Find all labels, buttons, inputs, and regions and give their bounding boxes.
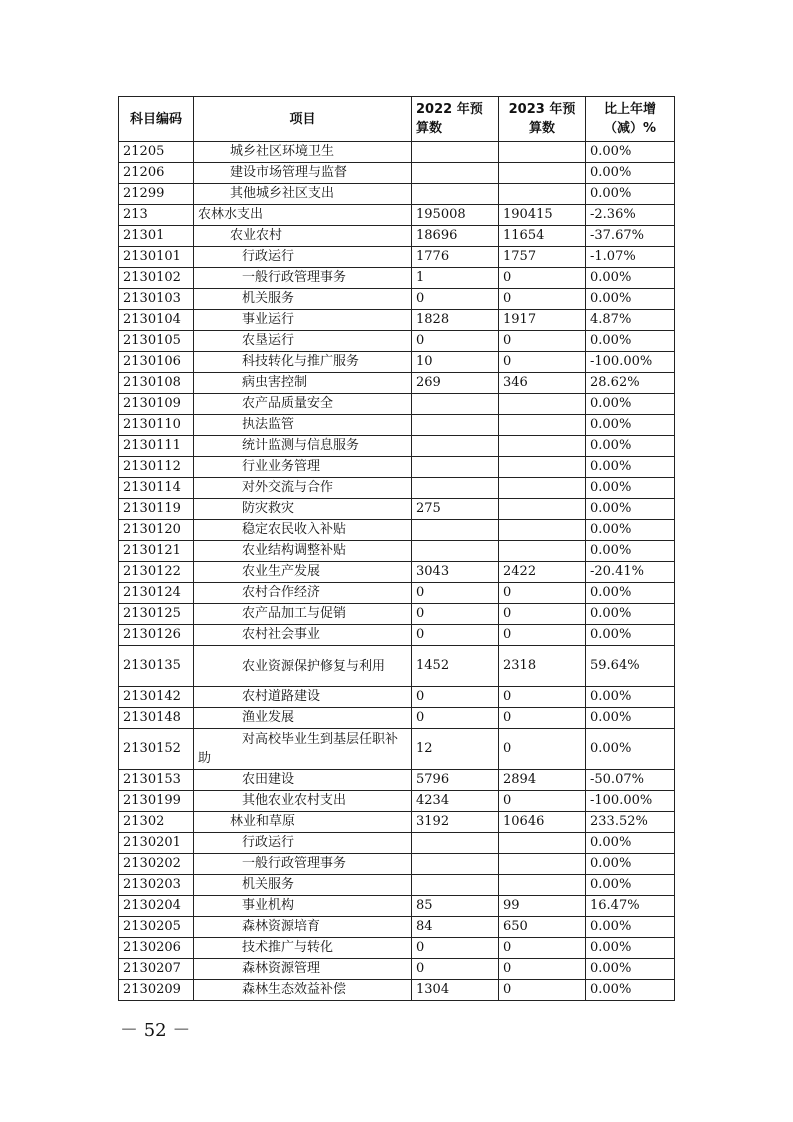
table-row <box>119 499 675 520</box>
table-row <box>119 896 675 917</box>
change-percent-cell: 0.00% <box>586 415 675 436</box>
change-percent-cell: 0.00% <box>586 708 675 729</box>
code-cell: 2130142 <box>119 687 194 708</box>
code-cell: 213 <box>119 205 194 226</box>
code-cell: 2130122 <box>119 562 194 583</box>
change-percent-cell: -50.07% <box>586 770 675 791</box>
code-cell: 2130101 <box>119 247 194 268</box>
budget-2023-cell: 0 <box>499 959 586 980</box>
code-cell: 2130110 <box>119 415 194 436</box>
budget-2022-cell <box>412 541 499 562</box>
change-percent-cell: 0.00% <box>586 541 675 562</box>
budget-2023-cell <box>499 854 586 875</box>
budget-2023-cell: 0 <box>499 583 586 604</box>
budget-2023-cell <box>499 499 586 520</box>
change-percent-cell: 0.00% <box>586 687 675 708</box>
budget-2023-cell <box>499 457 586 478</box>
change-percent-cell: 0.00% <box>586 959 675 980</box>
item-name-cell: 农产品质量安全 <box>194 394 412 415</box>
code-cell: 2130112 <box>119 457 194 478</box>
budget-2022-cell: 0 <box>412 959 499 980</box>
budget-2022-cell <box>412 875 499 896</box>
item-name-cell: 事业运行 <box>194 310 412 331</box>
table-row <box>119 938 675 959</box>
item-name-cell: 行政运行 <box>194 833 412 854</box>
header-item: 项目 <box>194 97 412 142</box>
table-row <box>119 415 675 436</box>
budget-2022-cell <box>412 415 499 436</box>
budget-2022-cell: 0 <box>412 938 499 959</box>
table-row <box>119 310 675 331</box>
budget-2023-cell: 2422 <box>499 562 586 583</box>
budget-2023-cell: 0 <box>499 729 586 770</box>
item-name-cell: 农业资源保护修复与利用 <box>194 646 412 687</box>
code-cell: 2130104 <box>119 310 194 331</box>
budget-2023-cell: 0 <box>499 708 586 729</box>
budget-2023-cell <box>499 163 586 184</box>
table-row <box>119 436 675 457</box>
code-cell: 21206 <box>119 163 194 184</box>
code-cell: 21299 <box>119 184 194 205</box>
budget-2022-cell: 0 <box>412 289 499 310</box>
item-name-cell: 科技转化与推广服务 <box>194 352 412 373</box>
header-budget-2022: 2022 年预算数 <box>412 97 499 142</box>
change-percent-cell: 0.00% <box>586 163 675 184</box>
budget-2023-cell: 1917 <box>499 310 586 331</box>
budget-2022-cell: 1304 <box>412 980 499 1001</box>
item-name-cell: 森林资源培育 <box>194 917 412 938</box>
budget-2023-cell: 0 <box>499 604 586 625</box>
budget-2023-cell: 0 <box>499 938 586 959</box>
change-percent-cell: -100.00% <box>586 791 675 812</box>
change-percent-cell: 0.00% <box>586 478 675 499</box>
code-cell: 2130124 <box>119 583 194 604</box>
budget-2023-cell <box>499 415 586 436</box>
budget-2022-cell: 0 <box>412 625 499 646</box>
table-row <box>119 352 675 373</box>
code-cell: 2130105 <box>119 331 194 352</box>
budget-2022-cell <box>412 457 499 478</box>
code-cell: 2130135 <box>119 646 194 687</box>
change-percent-cell: 0.00% <box>586 499 675 520</box>
change-percent-cell: 0.00% <box>586 436 675 457</box>
budget-2022-cell: 1 <box>412 268 499 289</box>
item-name-cell: 农业生产发展 <box>194 562 412 583</box>
table-row <box>119 770 675 791</box>
code-cell: 2130201 <box>119 833 194 854</box>
table-row <box>119 184 675 205</box>
budget-2023-cell: 0 <box>499 352 586 373</box>
table-row <box>119 205 675 226</box>
table-row <box>119 562 675 583</box>
page-number: － 52 － <box>120 1020 191 1041</box>
change-percent-cell: 0.00% <box>586 980 675 1001</box>
item-name-cell: 森林资源管理 <box>194 959 412 980</box>
table-row <box>119 875 675 896</box>
budget-2022-cell: 0 <box>412 331 499 352</box>
table-row <box>119 959 675 980</box>
table-row <box>119 142 675 163</box>
item-name-cell: 一般行政管理事务 <box>194 854 412 875</box>
table-row <box>119 687 675 708</box>
item-name-cell: 建设市场管理与监督 <box>194 163 412 184</box>
header-code: 科目编码 <box>119 97 194 142</box>
budget-2022-cell: 0 <box>412 604 499 625</box>
budget-2022-cell: 195008 <box>412 205 499 226</box>
budget-2023-cell <box>499 833 586 854</box>
table-row <box>119 394 675 415</box>
table-row <box>119 708 675 729</box>
code-cell: 2130204 <box>119 896 194 917</box>
item-name-cell: 机关服务 <box>194 875 412 896</box>
code-cell: 2130153 <box>119 770 194 791</box>
code-cell: 2130103 <box>119 289 194 310</box>
budget-2022-cell: 5796 <box>412 770 499 791</box>
budget-2023-cell <box>499 520 586 541</box>
budget-2023-cell <box>499 142 586 163</box>
change-percent-cell: 0.00% <box>586 875 675 896</box>
table-row <box>119 791 675 812</box>
budget-2022-cell <box>412 478 499 499</box>
table-row <box>119 646 675 687</box>
budget-2023-cell: 1757 <box>499 247 586 268</box>
budget-2022-cell <box>412 833 499 854</box>
table-row <box>119 457 675 478</box>
change-percent-cell: 0.00% <box>586 520 675 541</box>
budget-2022-cell <box>412 854 499 875</box>
code-cell: 2130206 <box>119 938 194 959</box>
change-percent-cell: 16.47% <box>586 896 675 917</box>
item-name-cell: 机关服务 <box>194 289 412 310</box>
table-row <box>119 268 675 289</box>
budget-2022-cell <box>412 520 499 541</box>
code-cell: 2130120 <box>119 520 194 541</box>
item-name-cell: 对外交流与合作 <box>194 478 412 499</box>
table-row <box>119 331 675 352</box>
code-cell: 2130203 <box>119 875 194 896</box>
item-name-cell: 病虫害控制 <box>194 373 412 394</box>
change-percent-cell: -1.07% <box>586 247 675 268</box>
table-row <box>119 163 675 184</box>
budget-2022-cell: 3043 <box>412 562 499 583</box>
code-cell: 2130199 <box>119 791 194 812</box>
table-row <box>119 729 675 770</box>
table-row <box>119 604 675 625</box>
budget-2023-cell: 2894 <box>499 770 586 791</box>
budget-2022-cell <box>412 184 499 205</box>
budget-2022-cell: 4234 <box>412 791 499 812</box>
change-percent-cell: -20.41% <box>586 562 675 583</box>
table-row <box>119 373 675 394</box>
code-cell: 2130119 <box>119 499 194 520</box>
budget-2023-cell <box>499 436 586 457</box>
item-name-cell: 农业农村 <box>194 226 412 247</box>
item-name-cell: 其他农业农村支出 <box>194 791 412 812</box>
table-row <box>119 541 675 562</box>
budget-2022-cell <box>412 142 499 163</box>
budget-2023-cell <box>499 394 586 415</box>
table-body <box>119 142 675 1001</box>
item-name-cell: 其他城乡社区支出 <box>194 184 412 205</box>
budget-2022-cell: 85 <box>412 896 499 917</box>
code-cell: 2130209 <box>119 980 194 1001</box>
table-row <box>119 854 675 875</box>
budget-2023-cell: 0 <box>499 687 586 708</box>
budget-2023-cell: 2318 <box>499 646 586 687</box>
table-row <box>119 289 675 310</box>
budget-2023-cell <box>499 541 586 562</box>
budget-2022-cell <box>412 394 499 415</box>
table-row <box>119 478 675 499</box>
item-name-cell: 农产品加工与促销 <box>194 604 412 625</box>
budget-2022-cell: 269 <box>412 373 499 394</box>
budget-2022-cell: 0 <box>412 687 499 708</box>
change-percent-cell: -2.36% <box>586 205 675 226</box>
code-cell: 2130108 <box>119 373 194 394</box>
table-row <box>119 226 675 247</box>
item-name-cell: 技术推广与转化 <box>194 938 412 959</box>
change-percent-cell: 59.64% <box>586 646 675 687</box>
budget-2022-cell: 12 <box>412 729 499 770</box>
item-name-cell: 城乡社区环境卫生 <box>194 142 412 163</box>
change-percent-cell: 0.00% <box>586 917 675 938</box>
item-name-cell: 一般行政管理事务 <box>194 268 412 289</box>
code-cell: 2130125 <box>119 604 194 625</box>
item-name-cell: 森林生态效益补偿 <box>194 980 412 1001</box>
budget-2022-cell: 0 <box>412 708 499 729</box>
item-name-cell: 事业机构 <box>194 896 412 917</box>
code-cell: 2130152 <box>119 729 194 770</box>
budget-2022-cell: 18696 <box>412 226 499 247</box>
change-percent-cell: 0.00% <box>586 394 675 415</box>
change-percent-cell: 0.00% <box>586 268 675 289</box>
item-name-cell: 稳定农民收入补贴 <box>194 520 412 541</box>
budget-2022-cell: 3192 <box>412 812 499 833</box>
item-name-cell: 执法监管 <box>194 415 412 436</box>
item-name-cell: 农林水支出 <box>194 205 412 226</box>
change-percent-cell: 4.87% <box>586 310 675 331</box>
item-name-cell: 农村合作经济 <box>194 583 412 604</box>
change-percent-cell: 0.00% <box>586 833 675 854</box>
item-name-cell: 渔业发展 <box>194 708 412 729</box>
code-cell: 21205 <box>119 142 194 163</box>
budget-2022-cell: 1828 <box>412 310 499 331</box>
budget-2022-cell <box>412 436 499 457</box>
budget-2022-cell: 10 <box>412 352 499 373</box>
code-cell: 2130121 <box>119 541 194 562</box>
table-row <box>119 812 675 833</box>
change-percent-cell: 0.00% <box>586 938 675 959</box>
budget-2022-cell: 0 <box>412 583 499 604</box>
item-name-cell: 林业和草原 <box>194 812 412 833</box>
code-cell: 2130109 <box>119 394 194 415</box>
budget-2023-cell: 650 <box>499 917 586 938</box>
budget-2023-cell: 0 <box>499 980 586 1001</box>
change-percent-cell: 0.00% <box>586 854 675 875</box>
budget-2023-cell: 190415 <box>499 205 586 226</box>
change-percent-cell: 0.00% <box>586 142 675 163</box>
change-percent-cell: 233.52% <box>586 812 675 833</box>
table-row <box>119 980 675 1001</box>
item-name-cell: 防灾救灾 <box>194 499 412 520</box>
table-row <box>119 833 675 854</box>
code-cell: 21302 <box>119 812 194 833</box>
budget-2023-cell: 0 <box>499 268 586 289</box>
item-name-cell: 统计监测与信息服务 <box>194 436 412 457</box>
header-change: 比上年增（减）% <box>586 97 675 142</box>
code-cell: 2130114 <box>119 478 194 499</box>
change-percent-cell: 0.00% <box>586 289 675 310</box>
budget-2023-cell: 0 <box>499 331 586 352</box>
change-percent-cell: 0.00% <box>586 331 675 352</box>
item-name-cell: 农垦运行 <box>194 331 412 352</box>
change-percent-cell: 28.62% <box>586 373 675 394</box>
code-cell: 2130126 <box>119 625 194 646</box>
change-percent-cell: 0.00% <box>586 457 675 478</box>
budget-2022-cell: 275 <box>412 499 499 520</box>
code-cell: 2130111 <box>119 436 194 457</box>
budget-2023-cell <box>499 875 586 896</box>
table-row <box>119 520 675 541</box>
budget-2023-cell: 0 <box>499 625 586 646</box>
table-row <box>119 247 675 268</box>
budget-2023-cell: 10646 <box>499 812 586 833</box>
table-header-row <box>119 97 675 142</box>
budget-2023-cell: 346 <box>499 373 586 394</box>
budget-table <box>118 96 675 1001</box>
budget-2023-cell <box>499 478 586 499</box>
budget-2022-cell <box>412 163 499 184</box>
code-cell: 21301 <box>119 226 194 247</box>
budget-2023-cell: 99 <box>499 896 586 917</box>
code-cell: 2130106 <box>119 352 194 373</box>
item-name-cell: 对高校毕业生到基层任职补助 <box>194 729 412 770</box>
code-cell: 2130205 <box>119 917 194 938</box>
change-percent-cell: -37.67% <box>586 226 675 247</box>
change-percent-cell: 0.00% <box>586 583 675 604</box>
table-row <box>119 625 675 646</box>
item-name-cell: 农田建设 <box>194 770 412 791</box>
code-cell: 2130102 <box>119 268 194 289</box>
budget-2023-cell: 0 <box>499 289 586 310</box>
budget-2022-cell: 1452 <box>412 646 499 687</box>
budget-2023-cell <box>499 184 586 205</box>
table-row <box>119 583 675 604</box>
change-percent-cell: 0.00% <box>586 729 675 770</box>
table-row <box>119 917 675 938</box>
item-name-cell: 农村社会事业 <box>194 625 412 646</box>
code-cell: 2130202 <box>119 854 194 875</box>
item-name-cell: 农业结构调整补贴 <box>194 541 412 562</box>
header-budget-2023: 2023 年预算数 <box>499 97 586 142</box>
change-percent-cell: 0.00% <box>586 604 675 625</box>
item-name-cell: 行政运行 <box>194 247 412 268</box>
code-cell: 2130207 <box>119 959 194 980</box>
budget-2023-cell: 11654 <box>499 226 586 247</box>
budget-2022-cell: 84 <box>412 917 499 938</box>
change-percent-cell: 0.00% <box>586 625 675 646</box>
budget-2022-cell: 1776 <box>412 247 499 268</box>
item-name-cell: 行业业务管理 <box>194 457 412 478</box>
change-percent-cell: 0.00% <box>586 184 675 205</box>
budget-2023-cell: 0 <box>499 791 586 812</box>
change-percent-cell: -100.00% <box>586 352 675 373</box>
code-cell: 2130148 <box>119 708 194 729</box>
item-name-cell: 农村道路建设 <box>194 687 412 708</box>
